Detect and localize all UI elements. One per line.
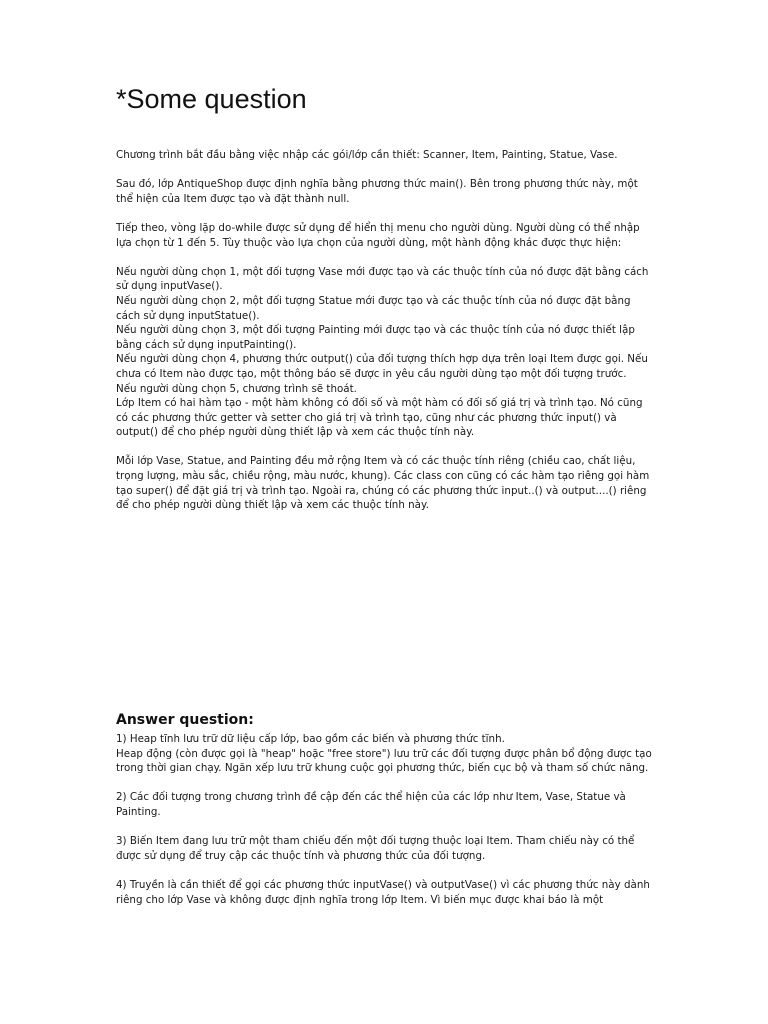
paragraph: Sau đó, lớp AntiqueShop được định nghĩa bằng phương thức main(). Bên trong phương thức này, một thể hiện của Item được tạo và đặt thành null. [116, 178, 638, 205]
answer-paragraph: 4) Truyền là cần thiết để gọi các phương thức inputVase() và outputVase() vì các phương thức này dành riêng cho lớp Vase và không được định nghĩa trong lớp Item. Vì biến mục được khai báo là một [116, 878, 650, 906]
answer-paragraph: 2) Các đối tượng trong chương trình đề cập đến các thể hiện của các lớp như Item, Vase, Statue và Painting. [116, 791, 626, 818]
paragraph: Tiếp theo, vòng lặp do-while được sử dụng để hiển thị menu cho người dùng. Người dùng có thể nhập lựa chọn từ 1 đến 5. Tùy thuộc vào lựa chọn của người dùng, một hành động khác được thực hiện: [116, 221, 640, 249]
answer-heading: Answer question: [116, 712, 254, 728]
paragraph: Nếu người dùng chọn 2, một đối tượng Statue mới được tạo và các thuộc tính của nó được đặt bằng cách sử dụng inputStatue(). [116, 294, 631, 322]
paragraph: Chương trình bắt đầu bằng việc nhập các gói/lớp cần thiết: Scanner, Item, Painting, Statue, Vase. [116, 149, 618, 161]
paragraph: Mỗi lớp Vase, Statue, and Painting đều mở rộng Item và có các thuộc tính riêng (chiều cao, chất liệu, trọng lượng, màu sắc, chiều rộng, màu nước, khung). Các class con cũng có các hàm tạo riêng gọi hàm tạo super() để đặt giá trị và trình tạo. Ngoài ra, chúng có các phương thức input..() và output....() riêng để cho phép người dùng thiết lập và xem các thuộc tính này. [116, 455, 650, 512]
paragraph: Nếu người dùng chọn 1, một đối tượng Vase mới được tạo và các thuộc tính của nó được đặt bằng cách sử dụng inputVase(). [116, 265, 649, 293]
answer-paragraph: Heap động (còn được gọi là "heap" hoặc "free store") lưu trữ các đối tượng được phân bổ động được tạo trong thời gian chạy. Ngăn xếp lưu trữ khung cuộc gọi phương thức, biến cục bộ và tham số chức năng. [116, 747, 652, 775]
answer-paragraph: 3) Biến Item đang lưu trữ một tham chiếu đến một đối tượng thuộc loại Item. Tham chiếu này có thể được sử dụng để truy cập các thuộc tính và phương thức của đối tượng. [116, 835, 635, 862]
answer-section [116, 732, 656, 907]
intro-section [116, 148, 656, 513]
paragraph: Nếu người dùng chọn 5, chương trình sẽ thoát. [116, 382, 357, 395]
answer-paragraph: 1) Heap tĩnh lưu trữ dữ liệu cấp lớp, bao gồm các biến và phương thức tĩnh. [116, 733, 505, 745]
page-title: *Some question [116, 84, 307, 114]
paragraph: Nếu người dùng chọn 3, một đối tượng Painting mới được tạo và các thuộc tính của nó được thiết lập bằng cách sử dụng inputPainting(). [116, 324, 635, 351]
paragraph: Nếu người dùng chọn 4, phương thức output() của đối tượng thích hợp dựa trên loại Item được gọi. Nếu chưa có Item nào được tạo, một thông báo sẽ được in yêu cầu người dùng tạo một đối tượng trước. [116, 353, 648, 380]
paragraph: Lớp Item có hai hàm tạo - một hàm không có đối số và một hàm có đối số giá trị và trình tạo. Nó cũng có các phương thức getter và setter cho giá trị và trình tạo, cũng như các phương thức input() và output() để cho phép người dùng thiết lập và xem các thuộc tính này. [116, 397, 643, 439]
